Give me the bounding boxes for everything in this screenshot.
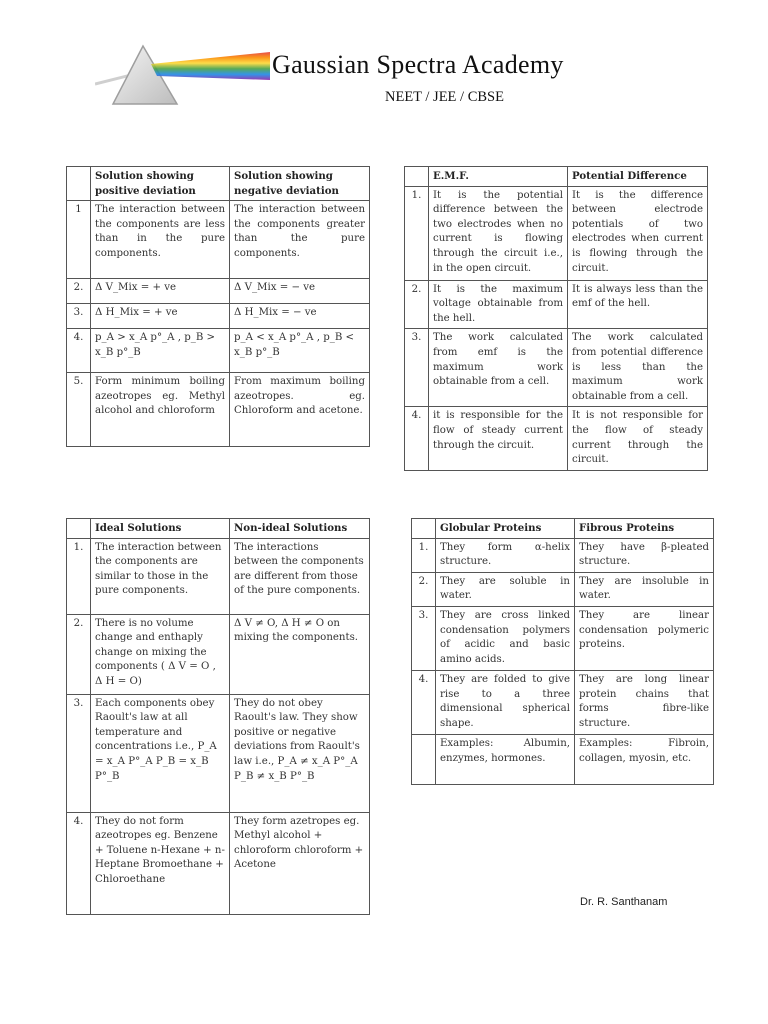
table-cell: The interactions between the components are different from those of the pure components. <box>230 538 370 614</box>
table-row <box>67 279 370 304</box>
emf-table <box>404 166 708 471</box>
table-row <box>412 572 714 606</box>
table-header-row <box>67 167 370 201</box>
row-number: 2. <box>67 279 91 304</box>
table-cell: It is the maximum voltage obtainable from the hell. <box>429 280 568 329</box>
table-cell: They form azetropes eg. Methyl alcohol + chloroform chloroform + Acetone <box>230 812 370 914</box>
header-num-cell <box>67 519 91 539</box>
table-cell: They are long linear protein chains that forms fibre-like structure. <box>575 670 714 734</box>
table-row <box>67 538 370 614</box>
table-header-row <box>67 519 370 539</box>
table-cell: The interaction between the components are similar to those in the pure components. <box>91 538 230 614</box>
table-row <box>67 614 370 694</box>
header-cell: E.M.F. <box>429 167 568 187</box>
row-number: 2. <box>412 572 436 606</box>
header-cell: Solution showing negative deviation <box>230 167 370 201</box>
table-cell: They are cross linked condensation polymers of acidic and basic amino acids. <box>436 606 575 670</box>
table-cell: They are insoluble in water. <box>575 572 714 606</box>
header-cell: Non-ideal Solutions <box>230 519 370 539</box>
table-cell: They are soluble in water. <box>436 572 575 606</box>
deviation-table <box>66 166 370 447</box>
table-cell: Examples: Fibroin, collagen, myosin, etc. <box>575 734 714 784</box>
table-cell: It is the potential difference between the two electrodes when no current is flowing through the circuit i.e., in the open circuit. <box>429 186 568 280</box>
proteins-table <box>411 518 714 785</box>
table-cell: They are linear condensation polymeric proteins. <box>575 606 714 670</box>
header-cell: Globular Proteins <box>436 519 575 539</box>
table-cell: They form α-helix structure. <box>436 538 575 572</box>
row-number: 4. <box>405 407 429 471</box>
table-row <box>405 280 708 329</box>
table-row <box>67 812 370 914</box>
row-number: 4. <box>67 812 91 914</box>
header-cell: Potential Difference <box>568 167 708 187</box>
table-row <box>412 670 714 734</box>
row-number: 3. <box>67 304 91 329</box>
table-row <box>67 373 370 447</box>
row-number: 1. <box>67 538 91 614</box>
table-row <box>405 329 708 407</box>
row-number: 3. <box>405 329 429 407</box>
table-cell: It is the difference between electrode potentials of two electrodes when current is flowing through the circuit. <box>568 186 708 280</box>
row-number: 1. <box>405 186 429 280</box>
header-num-cell <box>405 167 429 187</box>
table-cell: it is responsible for the flow of steady current through the circuit. <box>429 407 568 471</box>
table-cell: It is always less than the emf of the hell. <box>568 280 708 329</box>
row-number: 1 <box>67 201 91 279</box>
table-cell: They have β-pleated structure. <box>575 538 714 572</box>
table-cell: They are folded to give rise to a three dimensional spherical shape. <box>436 670 575 734</box>
row-number: 1. <box>412 538 436 572</box>
table-header-row <box>412 519 714 539</box>
table-cell: Δ H_Mix = + ve <box>91 304 230 329</box>
table-row <box>405 186 708 280</box>
ideal-solutions-table <box>66 518 370 915</box>
row-number: 2. <box>405 280 429 329</box>
table-cell: The work calculated from potential difference is less than the maximum work obtainable from a cell. <box>568 329 708 407</box>
table-cell: It is not responsible for the flow of steady current through the circuit. <box>568 407 708 471</box>
table-cell: Δ V_Mix = + ve <box>91 279 230 304</box>
table-row <box>67 329 370 373</box>
header-cell: Fibrous Proteins <box>575 519 714 539</box>
table-cell: They do not form azeotropes eg. Benzene + Toluene n-Hexane + n-Heptane Bromoethane + Chloroethane <box>91 812 230 914</box>
header-cell: Solution showing positive deviation <box>91 167 230 201</box>
academy-title: Gaussian Spectra Academy <box>272 50 564 79</box>
table-cell: p_A > x_A p°_A , p_B > x_B p°_B <box>91 329 230 373</box>
table-cell: Δ V_Mix = − ve <box>230 279 370 304</box>
header-num-cell <box>67 167 91 201</box>
table-cell: Examples: Albumin, enzymes, hormones. <box>436 734 575 784</box>
academy-logo <box>95 42 270 112</box>
table-cell: Δ V ≠ O, Δ H ≠ O on mixing the components. <box>230 614 370 694</box>
table-cell: The interaction between the components greater than the pure components. <box>230 201 370 279</box>
table-cell: There is no volume change and enthaply change on mixing the components ( Δ V = O , Δ H = O) <box>91 614 230 694</box>
academy-subtitle: NEET / JEE / CBSE <box>385 89 504 105</box>
table-row <box>412 606 714 670</box>
table-row <box>412 538 714 572</box>
header-num-cell <box>412 519 436 539</box>
author-signature: Dr. R. Santhanam <box>580 896 668 908</box>
table-row <box>67 304 370 329</box>
table-row <box>412 734 714 784</box>
table-cell: From maximum boiling azeotropes. eg. Chloroform and acetone. <box>230 373 370 447</box>
row-number: 3. <box>67 694 91 812</box>
table-cell: p_A < x_A p°_A , p_B < x_B p°_B <box>230 329 370 373</box>
table-row <box>405 407 708 471</box>
table-cell: They do not obey Raoult's law. They show positive or negative deviations from Raoult's law i.e., P_A ≠ x_A P°_A P_B ≠ x_B P°_B <box>230 694 370 812</box>
row-number: 3. <box>412 606 436 670</box>
table-cell: The work calculated from emf is the maximum work obtainable from a cell. <box>429 329 568 407</box>
table-cell: Δ H_Mix = − ve <box>230 304 370 329</box>
row-number: 2. <box>67 614 91 694</box>
table-row <box>67 201 370 279</box>
row-number: 5. <box>67 373 91 447</box>
table-cell: The interaction between the components are less than in the pure components. <box>91 201 230 279</box>
table-row <box>67 694 370 812</box>
row-number <box>412 734 436 784</box>
row-number: 4. <box>412 670 436 734</box>
table-header-row <box>405 167 708 187</box>
header-cell: Ideal Solutions <box>91 519 230 539</box>
table-cell: Form minimum boiling azeotropes eg. Methyl alcohol and chloroform <box>91 373 230 447</box>
row-number: 4. <box>67 329 91 373</box>
table-cell: Each components obey Raoult's law at all temperature and concentrations i.e., P_A = x_A P°_A P_B = x_B P°_B <box>91 694 230 812</box>
